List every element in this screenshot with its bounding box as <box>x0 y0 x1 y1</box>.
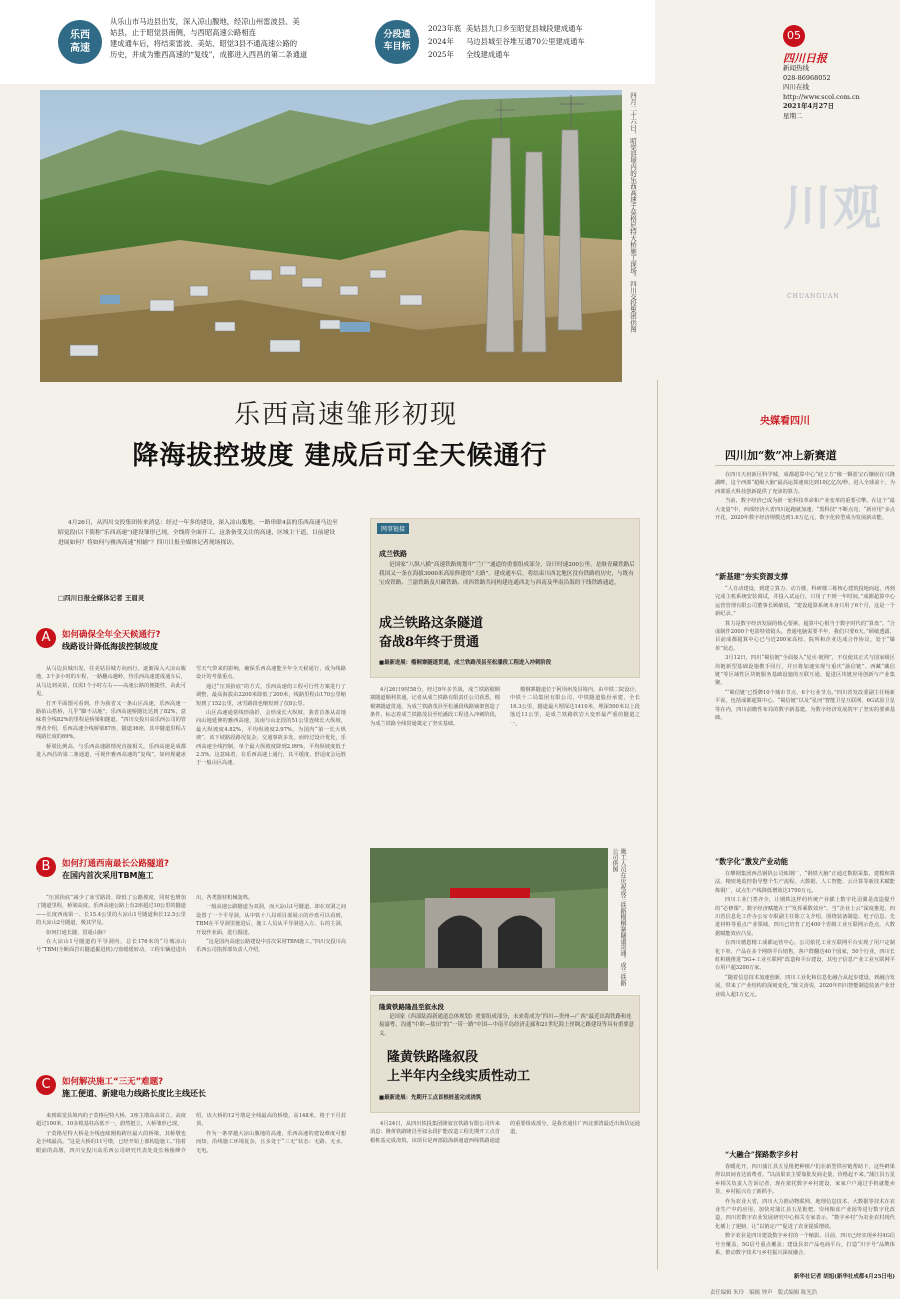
paragraph: 作为农业大省，四川大力推动物联网、地理信息技术、大数据等技术在农业生产中的应用，加快对蒲江县五星枇杷、崇州粮食产业园等进行数字化改造，四川省数字农业发展研究中心相关专家表示，“数字乡村”为农业农村现代化插上了翅膀，让“以销定产”促进了农业提质增效。 <box>715 1198 895 1230</box>
tunnel-photo-caption: 施工人员在庆祝成兰铁路榴桐寨隧道贯通。成兰铁路公司供图 <box>611 848 626 986</box>
longline-title-2: 上半年内全线实质性动工 <box>387 1069 531 1084</box>
paragraph: 来到昭觉县境内的子莫格尼特大桥，3座主墩高高耸立，高度超过100米，10多根基柱高低不一，蔚然挺立，大桥雏形已现。 <box>36 1113 186 1128</box>
paragraph: 3月12日，四川“蜀信链”全面接入“星火·链网”，不仅使其正式与国家级区块链新型基础设施携手同行，并且将加速实现与重庆“渝信链”、西藏“藏信链”等区域性区块链服务基础设施的互联互通，促进区块链应用创新与产业集聚。 <box>715 655 895 687</box>
paragraph: 一般高速公路隧道为双洞，而大凉山1号隧道，却在双洞之间设置了一个平导洞。从中铁十八局项目部展示的沙盘可以看到，TBM在平导洞里施进后，施工人员从平导洞进入左、右的主洞，开设作业面，进行掘进。 <box>196 904 346 936</box>
right-subhead-3: “大融合”探路数字乡村 <box>725 1150 798 1159</box>
section-question: 如何解决施工“三无”难题? <box>62 1077 164 1087</box>
section-title-en: CHUANGUAN <box>787 293 840 300</box>
milestone-badge-label: 分段通车目标 <box>383 30 411 52</box>
longline-box <box>370 995 640 1113</box>
section-question: 如何确保全年全天候通行? <box>62 630 161 640</box>
title-rule <box>715 465 895 466</box>
paragraph: 4月24日，从四川铁投集团隆叙宜铁路有限公司传来消息：隆黄铁路隆昌至叙永段扩能改造工程先期开工点首根桩基完成浇筑。该项目是西部陆海新通道西线铁路通道的重要组成部分，是我省通往广西北部湾最近出海货运通道。 <box>370 1121 640 1144</box>
longline-body <box>370 1120 640 1290</box>
paragraph: 山区高速通常线形曲折，会形成长大纵坡。我省首条从盆地向山地延伸的雅西高速，其南与山北段的51公里连续长大纵坡，最大纵坡度4.82%，平均纵坡度2.97%，为国内“第一长大纵坡”，该下坡路段路况复杂，交通事故多发。而经过设计优化，乐西高速全线控制，单个最大纵坡度降到2.99%，平均纵坡度低于2.5%。这意味着，在乐西高速上通行，其平缓度、舒适度会远胜于一般山区高速。 <box>196 710 346 767</box>
paragraph: 在大凉山1号隧道的平导洞内，总长176米的“月城凉山号”TBM(全断面岩石隧道掘进机)刀盘缓缓转动，工程车辆进进出出，各类器材机械轰鸣。 <box>36 895 254 954</box>
crossline-progress: ■最新进展：榴桐寨隧道贯通，成兰铁路茂县至松潘段工程进入冲刺阶段 <box>379 660 552 666</box>
milestone-text: 马边县城至谷堆互通70公里建成通车 <box>466 37 585 46</box>
longline-label: 隆黄铁路隆昌至叙永段 <box>379 1003 444 1011</box>
photo-caption: 四月二十六日，昭觉县境内的乐西高速子莫格尼特大桥施工现场。四川交投集团供图 <box>629 92 637 333</box>
paragraph: 当前，数字经济已成为新一轮科技革命和产业变革的重要引擎。在这个“最大变量”中，西部经济大省四川起跑就加速，“黑科技”不断点亮，“新应用”多点开花，2020年数字经济规模达到1.6万亿元，数字化转型成为发展新动能。 <box>715 498 895 522</box>
paragraph: “压顶抬底”减少了冰雪路段、降低了公路坡度，同时也增加了隧道里程，桥梁高度。乐西高速公路上有2座超过10公里的隧道——长度西南第一、长15.4公里的大凉山1号隧道和长12.5公里的大凉山2号隧道，极其罕见。 <box>36 895 186 927</box>
issue-date: 2021年4月27日 <box>783 102 835 110</box>
milestone-item <box>428 22 653 35</box>
lead-paragraph: 4月26日，从四川交投集团传来消息：经过一年多的建设，深入凉山腹地、一路串联4县的乐西高速马边至昭觉段(以下简称“乐西高速”)建设雏形已现，全线将全面开工。这条备受关注的高速，区域主干道，目前建设进展如何？将如何与雅西高速“相辅”？四川日报全媒体记者现场探访。 <box>58 520 338 546</box>
paragraph: 榴桐寨隧道位于阿坝州茂县境内，由中铁二院设计、中铁十二局集团有限公司、中铁隧道股份承建，全长16.3公里，隧道最大埋深达1410米，埋深500米以上段落近11公里，是成兰铁路软岩大变形最严重的隧道之一。 <box>510 687 640 727</box>
section-b-body <box>36 894 346 1070</box>
section-title: 川观 <box>783 180 884 236</box>
paragraph: 打开平面图可看到，作为我省又一条山区高速，乐西高速一路钻山搭桥，几乎“脚不沾地”。乐西高速桥隧比达到了82%，意味着全线82%的里程是桥梁和隧道。“四川交投川高乐西公司的管理者介绍，乐西高速全线桥梁87座，隧道36座，其中隧道里程占线路长度的69%。 <box>36 700 186 741</box>
longline-intro: 是国家《西部陆海新通道总体规划》重要组成部分，未来将成为“四川—贵州—广西”最近出海铁路和连接渝粤、沟通“中欧—盐田”的“一带一路”中国—中南半岛经济走廊和21世纪海上丝绸之路建设等具有重要意义。 <box>379 1014 635 1037</box>
paragraph: “随着信息技术加速创新，四川工业化和信息化融合从起步建设，到融合发展，带来了产业结构的深刻变化。”陈文涛说，2020年四川智能制造装备产业营业收入超1万亿元。 <box>715 974 895 998</box>
milestone-text: 美姑县九口乡至昭觉县城段建成通车 <box>466 24 583 33</box>
site-url[interactable]: http://www.scol.com.cn <box>783 92 860 101</box>
section-answer: 在国内首次采用TBM施工 <box>62 871 154 880</box>
milestone-item <box>428 35 653 48</box>
section-letter: C <box>36 1075 56 1095</box>
milestone-list <box>428 22 653 61</box>
section-question: 如何打通西南最长公路隧道? <box>62 859 169 869</box>
issue-weekday: 星期二 <box>783 111 803 120</box>
paragraph: 4月26日9时58分，经过8年多苦战，成兰铁路榴桐寨隧道顺利贯通，记者从成兰铁路有限责任公司获悉，榴桐寨隧道贯通，为成兰铁路茂县至松潘段线路铺架创造了条件，标志着成兰铁路茂县至松潘段工程进入冲刺阶段，为成兰铁路全线贯通奠定了坚实基础。 <box>370 687 500 727</box>
milestone-text: 全线建成通车 <box>466 50 510 59</box>
paragraph: 通过“压顶抬底”的方式，乐西高速的工程可行性方案进行了调整，最高海拔由2200米降低了200米，线路里程由170公里缩短到了152公里，冰雪路段也缩短到了仅8公里。 <box>196 683 346 707</box>
right-subhead-2: “数字化”激发产业动能 <box>715 857 788 866</box>
link-tag: 网事链接 <box>377 523 409 534</box>
crossline-body <box>370 686 640 836</box>
paragraph: 在四川天府新区科学城，成都超算中心“硅立方”像一颗蓝宝石镶嵌在兴隆湖畔，这个西部“超级大脑”最高运算速度达到10亿亿次/秒，进入全球前十，为西部重大科技创新提供了充沛的算力。 <box>715 472 895 495</box>
section-letter: A <box>36 628 56 648</box>
section-answer: 线路设计降低海拔控制坡度 <box>62 642 158 651</box>
paragraph: 数字农业是四川建设数字乡村的一个缩影。目前，四川已经实现乡村4G信号全覆盖，5G信号重点覆盖；建设县农产品电商平台，打造“川字号”品牌体系，推动数字技术与乡村振兴深度融合。 <box>715 1233 895 1257</box>
paragraph: 子莫格尼特大桥是全线连续刚构跨径最大的桥梁，其桥墩也是全线最高。“这是大桥的11号墩，已经开始上部构造施工。”指着眼前的高墩，四川交投川高乐西公司研究代表处处长杨俊峰介绍，该大桥的12号墩是全线最高的桥墩，高148米，将于下月封顶。 <box>36 1113 346 1154</box>
section-c-body <box>36 1112 346 1290</box>
crossline-box <box>370 518 640 678</box>
milestone-year: 2025年 <box>428 50 454 59</box>
paper-name: 四川日报 <box>783 52 827 65</box>
section-letter: B <box>36 857 56 877</box>
brand-label: 央媒看四川 <box>760 416 810 427</box>
masthead-info <box>783 64 893 121</box>
paragraph: 从马边县城出发，往美姑县城方向而行，逐渐深入大凉山腹地，3个多小时的车程，一路翻山越岭，待乐西高速建成通车后，从马边到美姑，仅需1个小时左右——高速公路的便捷性，由此可见。 <box>36 666 186 698</box>
milestone-badge <box>375 20 419 64</box>
paragraph: 在四川德恩精工成都运营中心，公司依托工业互联网平台实现了用户定制化下单，产品在多个网络平台销售，客户群翻达40个国家，50个行业，四川长虹积极推进“5G+工业互联网”改造和平台建设，其电子信息产业工业互联网平台用户超3200万家。 <box>715 940 895 972</box>
section-b-heading <box>36 857 346 887</box>
paragraph: 四川工业门类齐全，让钢铁这样的传统产业插上数字化羽翼是改造提升的“必修课”。数字经济赋能在于“发挥乘数效应”。当“企业上云”深度推进，四川省信息化工作办公室专职副主任陈立文介绍，围绕装备制造、电子信息、先进材料等重点产业领域，四川已培育了近400个省级工业互联网示范点，大数据赋能效应凸显。 <box>715 897 895 937</box>
section-c-heading <box>36 1075 346 1105</box>
paragraph: “人自动建设，到建立算力、动力楼，科研楼三栋核心建筑投地而起，再到完成主机系统安装调试，并投入试运行，只用了不到一年时间。”成都超算中心运营管理有限公司董事长顾敏说，“建设超算系统本身只用了6个月，这是一个新纪录。” <box>715 586 895 618</box>
right-subhead-1: “新基建”夯实资源支撑 <box>715 572 788 581</box>
section-a-body <box>36 665 346 831</box>
paragraph: 桥梁比例高，与乐西高速路情况直接相关。乐西高速是成都进入西昌的第二条通道，可视作雅西高速的“复线”，如何规避冰雪天气带来的影响，确保乐西高速能全年全天候通行，成为线路设计的考量重点。 <box>36 666 346 759</box>
milestone-year: 2024年 <box>428 37 454 46</box>
section-answer: 施工便道、新建电力线路长度比主线还长 <box>62 1089 206 1098</box>
section-a-heading <box>36 628 346 658</box>
top-banner <box>0 0 655 84</box>
footer-layout-editor: 版式编辑 陈光浩 <box>777 1290 818 1296</box>
intro-line: 姑县，止于昭觉县南侧，与西昭高速公路相连 <box>110 28 256 37</box>
paragraph: 春暖花开，四川蒲江县五星枇杷种植户们在新型供应链帮助下，这些鲜果得以田间直达消费者。“以前果农主要靠批发商走量，价格起不来。”蒲江县五星乡相关负责人告诉记者，现在依托数字乡村建设，家家户户通过手机就能卖货，乡村振兴有了新抓手。 <box>715 1164 895 1196</box>
milestone-item <box>428 48 653 61</box>
right-column <box>655 0 900 1299</box>
right-body-1 <box>715 471 895 571</box>
paragraph: 在攀钢集团西昌钢钒公司炼钢厂，“钢铁大脑”正通过数据采集、建模和算法，精密地监控指导整个生产流程。大数据、人工智能、云计算等新技术赋能炼钢厂，试点生产线降低增效达1700万元。 <box>715 871 895 894</box>
crossline-label: 成兰铁路 <box>379 549 407 558</box>
headline-kicker: 乐西高速雏形初现 <box>233 400 458 430</box>
tunnel-photo <box>370 848 608 991</box>
page-number: 05 <box>783 25 805 47</box>
tunnel-photo-illustration <box>370 848 608 991</box>
milestone-year: 2023年底 <box>428 24 462 33</box>
paragraph: 算力是数字经济发展的核心要素，超算中心相当于数字时代的“算盘”。“合成制作2000个电影特效镜头，普通电脑需要半年，我们只要6天。”顾敏透露，目前成都超算中心已与近200家高校、院所和企业达成合作协议，处于“爆单”状态。 <box>715 620 895 652</box>
route-badge-label: 乐西高速 <box>70 30 90 54</box>
paragraph: “‘蜀信链’已授牌10个城市节点、6个行业节点。”四川省发改委副主任杨新平说，包括成都超算中心、“蜀信链”以及“星河”智能卫星互联网、6G试验卫星等在内，四川前瞻性布局的数字新基建，为数字经济发展筑牢了坚实的要素基础。 <box>715 689 895 722</box>
longline-title-1: 隆黄铁路隆叙段 <box>387 1050 479 1065</box>
byline: □四川日报全媒体记者 王眉灵 <box>58 594 145 602</box>
longline-progress: ■最新进展：先期开工点首根桩基完成浇筑 <box>379 1095 482 1101</box>
paragraph: 作为一条穿越大凉山腹地的高速，乐西高速的建设难度可想而知。沿线施工环境复杂，且多处于“三无”状态：无路、无水、无电。 <box>196 1130 346 1154</box>
right-body-3 <box>715 870 895 1148</box>
bridge-photo <box>40 90 622 382</box>
crossline-kicker: 成兰铁路这条隧道 <box>379 616 484 631</box>
right-body-4 <box>715 1163 895 1271</box>
intro-line: 历史，并成为雅西高速的“复线”，成都进入西昌的第二条通道 <box>110 50 308 59</box>
crossline-intro: 是国家“八纵八横”高速铁路规划中“兰广”通道的重要组成部分，设计时速200公里，是继青藏铁路后我国又一条在海拔3000米高原修建的“天路”。建成通车后，将结束川西北地区没有铁路的历史，与既有宝成铁路、兰渝铁路及川藏铁路、成西铁路共同构建连通西北与西南及华南沿海的干线铁路通道。 <box>379 562 635 586</box>
bridge-photo-illustration <box>40 90 622 382</box>
crossline-title: 奋战8年终于贯通 <box>379 635 480 650</box>
intro-line: 从乐山市马边县出发，深入凉山腹地，经凉山州雷波县、美 <box>110 17 300 26</box>
column-divider <box>657 380 658 1270</box>
intro-line: 建成通车后，将结束雷波、美姑、昭觉3县不通高速公路的 <box>110 39 298 48</box>
headline-title: 降海拔控坡度 建成后可全天候通行 <box>132 441 548 471</box>
hotline-label: 新闻热线 <box>783 64 809 72</box>
right-body-2 <box>715 585 895 853</box>
right-credit: 新华社记者 胡旭(新华社成都4月25日电) <box>793 1274 895 1280</box>
footer-editor-2: 编辑 钟声 <box>749 1290 773 1296</box>
site-label: 四川在线 <box>783 83 809 91</box>
paragraph: “这是国内高速公路建设中首次采用TBM施工。”四川交投川高乐西公司指挥部负责人介绍。 <box>196 939 346 954</box>
right-article-title: 四川加“数”冲上新赛道 <box>725 449 837 462</box>
route-intro <box>110 16 360 60</box>
hotline-number: 028-86968052 <box>783 73 831 82</box>
footer-credits <box>710 1288 895 1296</box>
footer-editor: 责任编辑 朱玲 <box>710 1290 745 1296</box>
route-badge <box>58 20 102 64</box>
paragraph: 如何打通长隧、贯通山脉？ <box>46 929 109 936</box>
